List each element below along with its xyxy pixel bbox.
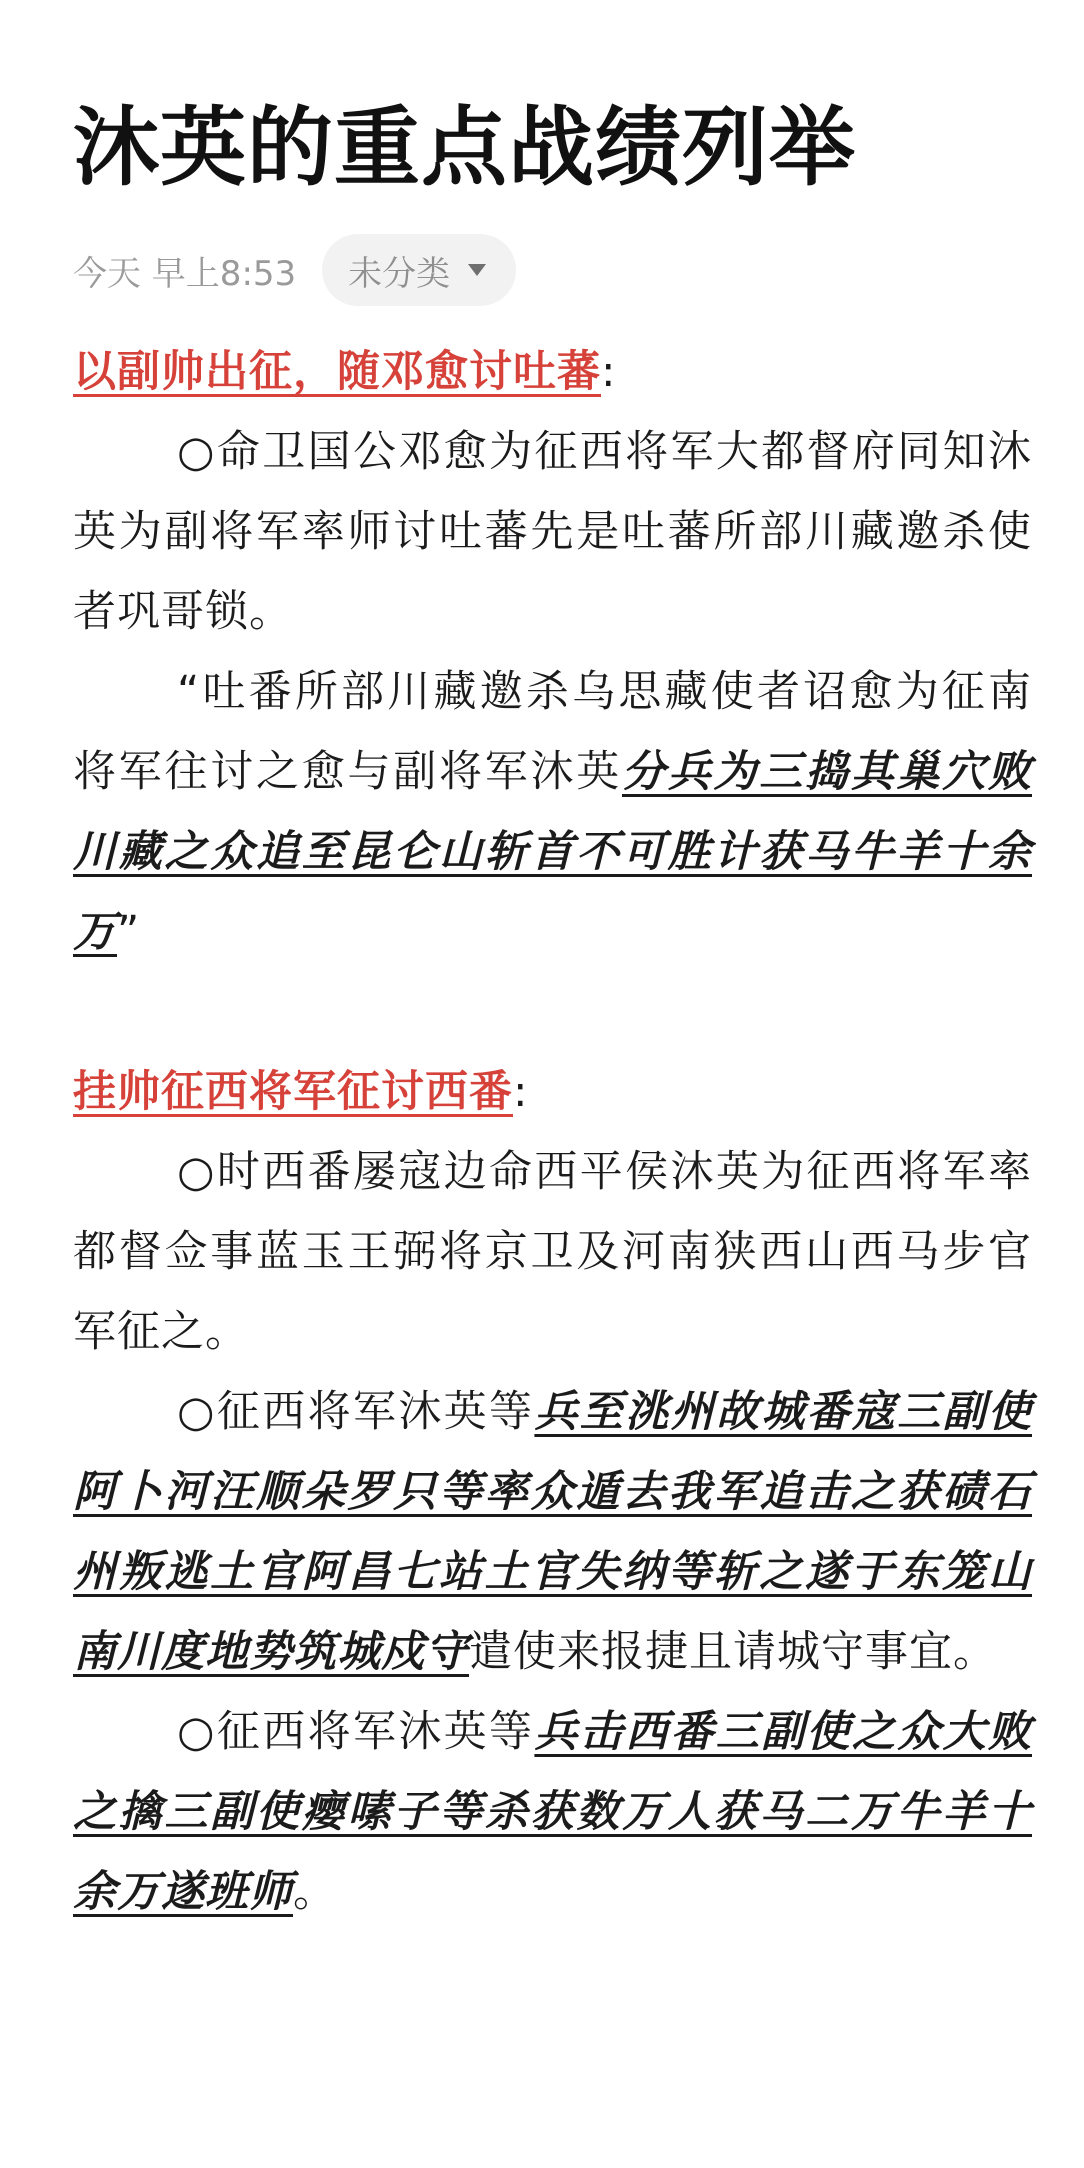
timestamp: 今天 早上8:53 — [73, 253, 297, 294]
category-dropdown[interactable] — [322, 234, 516, 306]
section-heading-colon: : — [513, 1067, 529, 1117]
section-heading-text: 挂帅征西将军征讨西番 — [73, 1067, 513, 1117]
paragraph — [73, 652, 1032, 972]
paragraph-text-tail: ” — [117, 907, 141, 957]
category-label: 未分类 — [348, 253, 451, 294]
section-heading — [73, 1052, 1032, 1132]
paragraph-text: ○征西将军沐英等 — [177, 1387, 535, 1437]
section-heading — [73, 332, 1032, 412]
section-heading-text: 以副帅出征，随邓愈讨吐蕃 — [73, 347, 601, 397]
note-body — [73, 332, 1032, 1932]
paragraph-text: ○时西番屡寇边命西平侯沐英为征西将军率都督佥事蓝玉王弼将京卫及河南狭西山西马步官军征之。 — [73, 1147, 1032, 1357]
emphasized-text: 兵击西番三副使之众大败之擒三副使瘿嗉子等杀获数万人获马二万牛羊十余万遂班师 — [73, 1707, 1032, 1917]
paragraph — [73, 1132, 1032, 1372]
chevron-down-icon — [468, 264, 486, 276]
blank-line — [73, 972, 1032, 1052]
section-heading-colon: : — [601, 347, 617, 397]
paragraph-text-tail: 遣使来报捷且请城守事宜。 — [469, 1627, 997, 1677]
paragraph-text: “吐番所部川藏邀杀乌思藏使者诏愈为征南将军往讨之愈与副将军沐英 — [73, 667, 1032, 797]
emphasized-text: 分兵为三捣其巢穴败川藏之众追至昆仑山斩首不可胜计获马牛羊十余万 — [73, 747, 1032, 957]
paragraph-text: ○征西将军沐英等 — [177, 1707, 535, 1757]
emphasized-text: 兵至洮州故城番寇三副使阿卜河汪顺朵罗只等率众遁去我军追击之获碛石州叛逃土官阿昌七站土官失纳等斩之遂于东笼山南川度地势筑城戍守 — [73, 1387, 1032, 1677]
paragraph-text: ○命卫国公邓愈为征西将军大都督府同知沐英为副将军率师讨吐蕃先是吐蕃所部川藏邀杀使者巩哥锁。 — [73, 427, 1032, 637]
note-meta — [73, 234, 1032, 306]
paragraph — [73, 412, 1032, 652]
paragraph-text-tail: 。 — [293, 1867, 337, 1917]
paragraph — [73, 1692, 1032, 1932]
paragraph — [73, 1372, 1032, 1692]
page-title: 沐英的重点战绩列举 — [73, 98, 856, 198]
